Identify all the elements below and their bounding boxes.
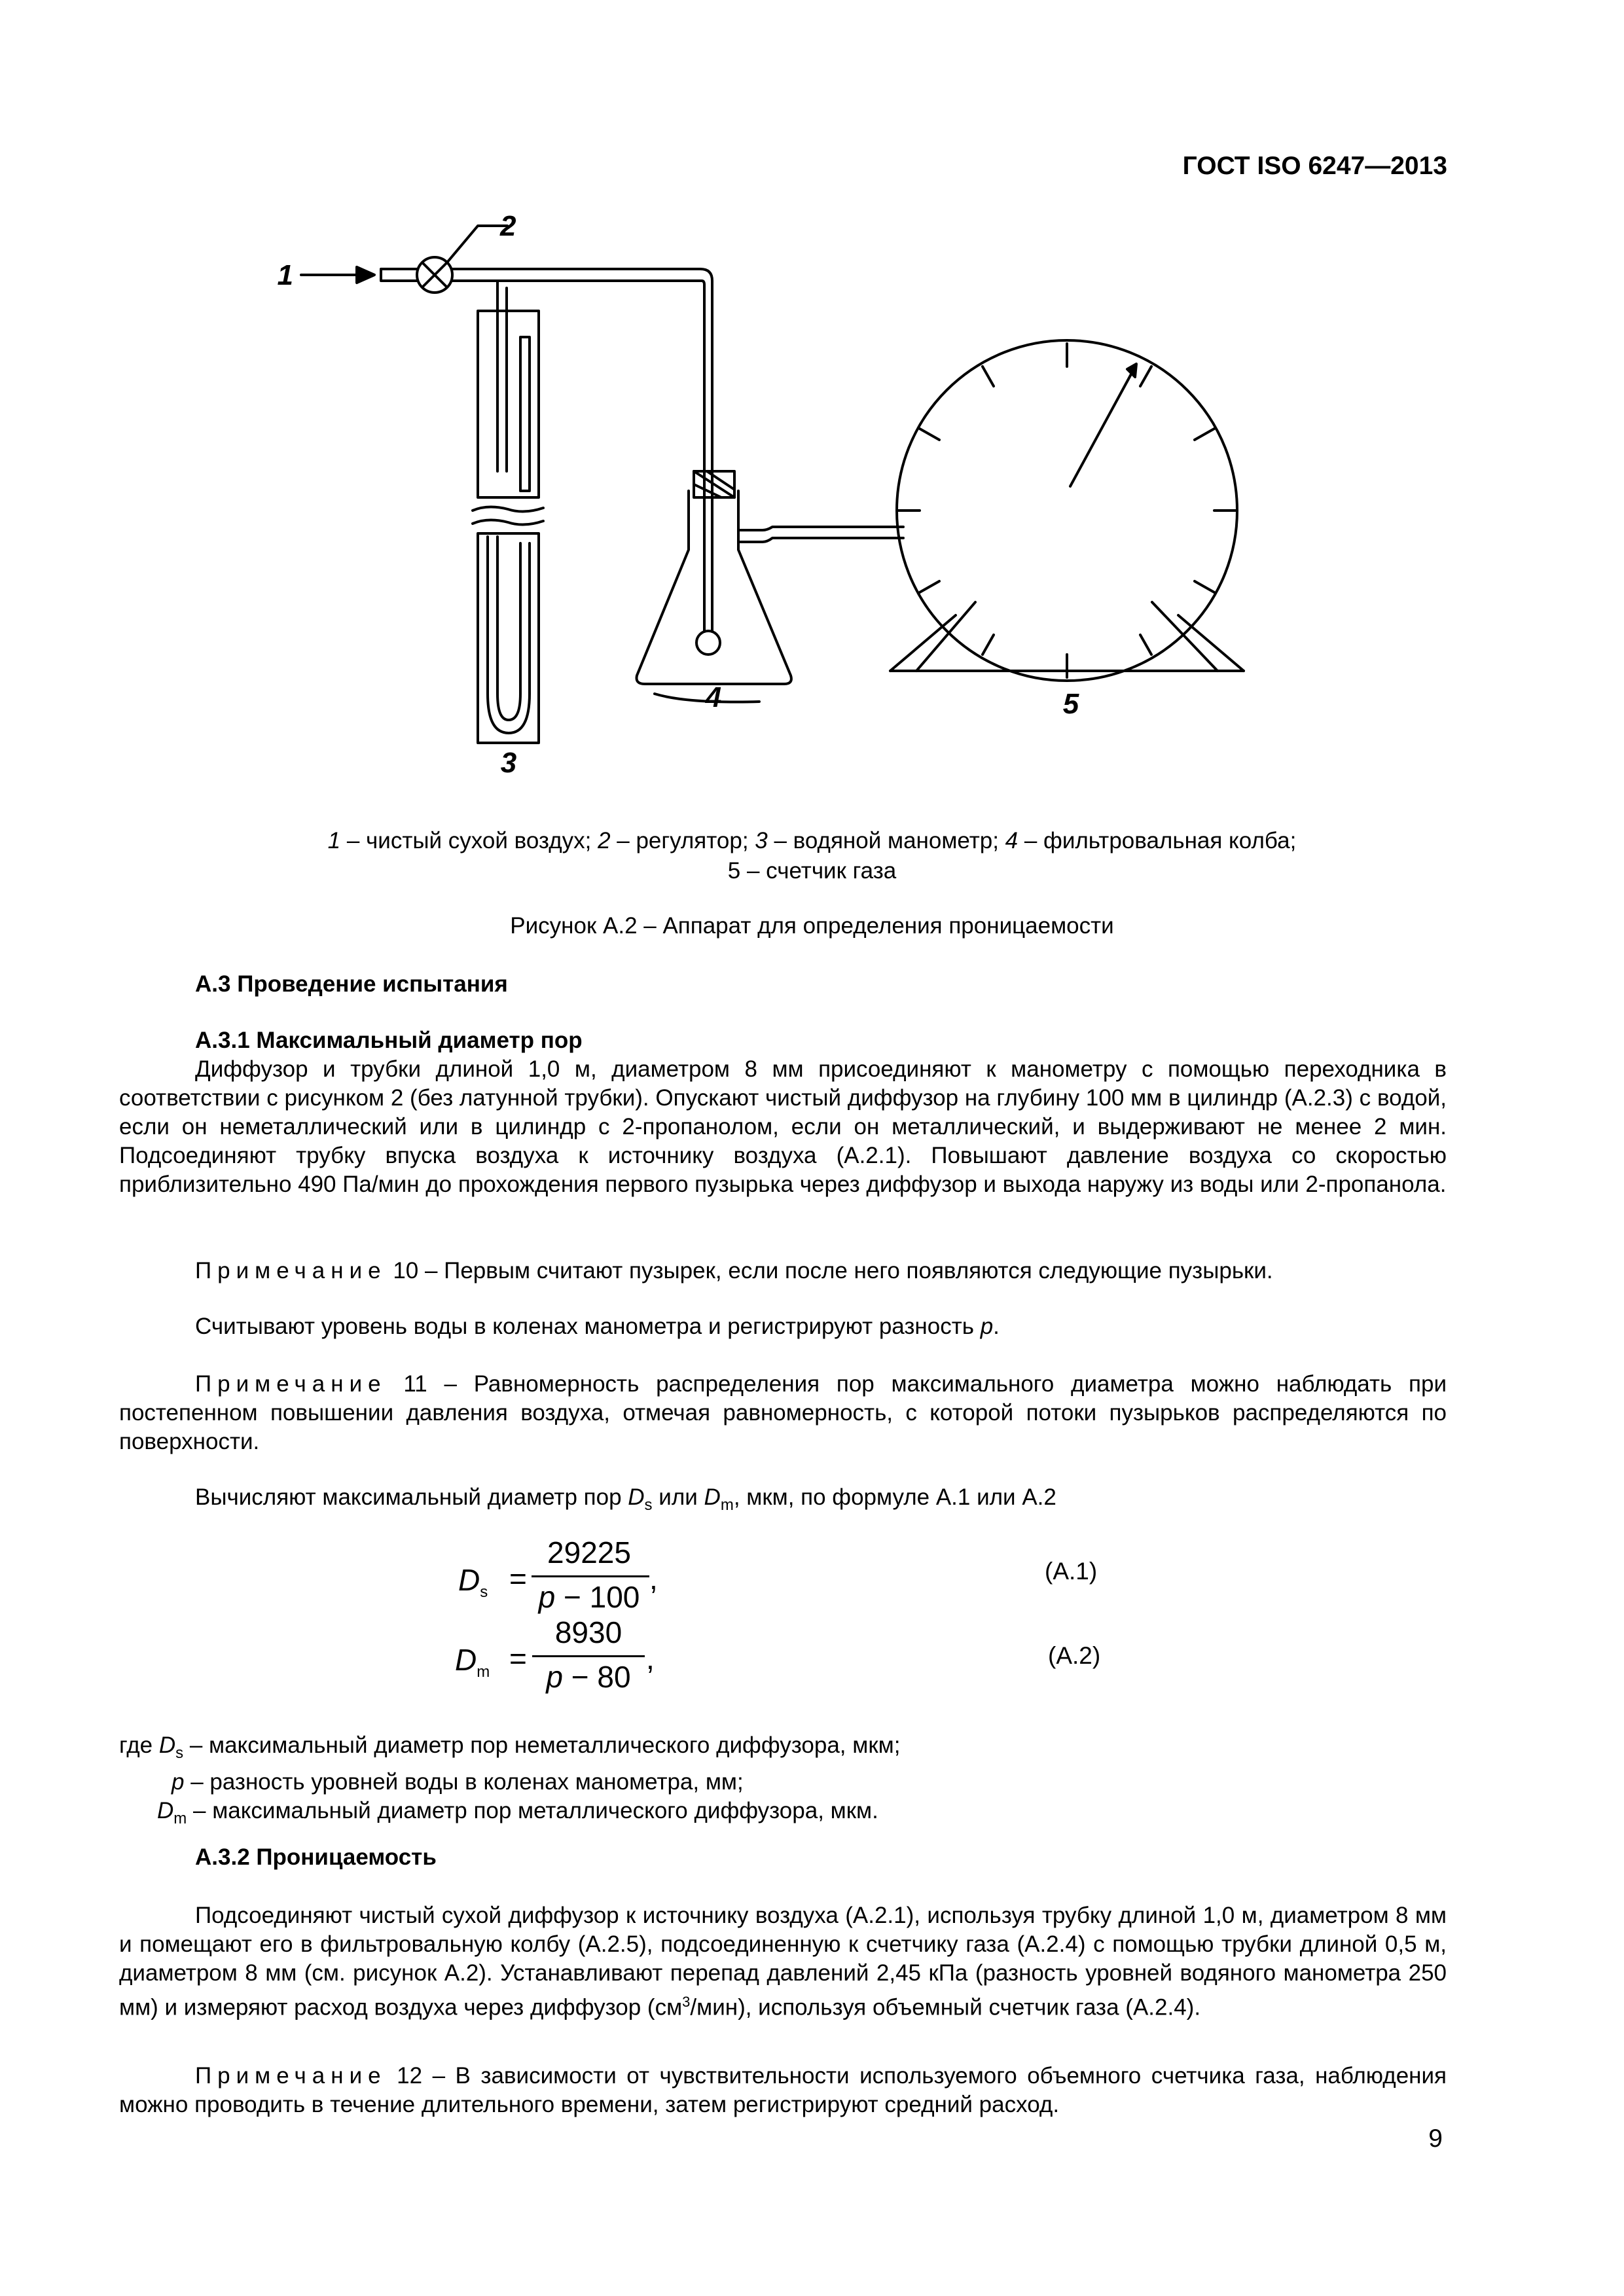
section-a31-title: А.3.1 Максимальный диаметр пор <box>195 1028 583 1053</box>
note-12: Примечание 12 – В зависимости от чувствительности используемого объемного счетчика газа, наблюдения можно проводить в течение длительного времени, затем регистрируют средний расход. <box>119 2063 1447 2117</box>
note-10: Примечание 10 – Первым считают пузырек, если после него появляются следующие пузырьки. <box>195 1258 1273 1283</box>
document-id: ГОСТ ISO 6247—2013 <box>1182 152 1447 180</box>
label-5: 5 <box>1062 688 1079 720</box>
a31-paragraph-3: Вычисляют максимальный диаметр пор $D_s$ или $D_m$, мкм, по формуле А.1 или А.2 <box>195 1484 1056 1514</box>
label-4: 4 <box>705 681 722 713</box>
formula-a2: $D_m$ = 8930 p − 80 , (А.2) <box>455 1615 1101 1694</box>
a31-paragraph-1: Диффузор и трубки длиной 1,0 м, диаметром 8 мм присоединяют к манометру с помощью переходника в соответствии с рисунком 2 (без латунной трубки). Опускают чистый диффузор на глубину 100 мм в цилиндр (А.2.3) с водой, если он неметаллический или в цилиндр с 2-пропанолом, если он металлический, и выдерживают не менее 2 мин. Подсоединяют трубку впуска воздуха к источнику воздуха (А.2.1). Повышают давление воздуха со скоростью приблизительно 490 Па/мин до прохождения первого пузырька через диффузор и выхода наружу из воды или 2-пропанола. <box>119 1056 1447 1197</box>
formula-a1-number: (А.1) <box>1045 1558 1098 1585</box>
where-block: где $D_s$ – максимальный диаметр пор неметаллического диффузора, мкм; p – разность уровней воды в коленах манометра, мм; $D_m$ – максимальный диаметр пор металлического диффузора, мкм. <box>119 1732 901 1827</box>
figure-caption: Рисунок А.2 – Аппарат для определения проницаемости <box>510 913 1114 939</box>
formula-a2-number: (А.2) <box>1048 1642 1101 1669</box>
label-2: 2 <box>500 210 516 242</box>
a31-paragraph-2: Считывают уровень воды в коленах манометра и регистрируют разность p. <box>195 1314 1000 1339</box>
apparatus-figure <box>262 196 1283 805</box>
a32-paragraph-1: Подсоединяют чистый сухой диффузор к источнику воздуха (А.2.1), используя трубку длиной 1,0 м, диаметром 8 мм и помещают его в фильтровальную колбу (А.2.5), подсоединенную к счетчику газа (А.2.4) с помощью трубки длиной 0,5 м, диаметром 8 мм (см. рисунок А.2). Устанавливают перепад давлений 2,45 кПа (разность уровней водяного манометра 250 мм) и измеряют расход воздуха через диффузор $(см^3/мин)$, используя объемный счетчик газа (А.2.4). <box>119 1903 1447 2020</box>
section-a32-title: А.3.2 Проницаемость <box>195 1844 437 1870</box>
section-a3-title: А.3 Проведение испытания <box>195 971 508 997</box>
page-number: 9 <box>1428 2125 1443 2153</box>
label-3: 3 <box>500 747 517 779</box>
note-11: Примечание 11 – Равномерность распределения пор максимального диаметра можно наблюдать при постепенном повышении давления воздуха, отмечая равномерность, с которой потоки пузырьков распределяются по поверхности. <box>119 1371 1447 1454</box>
label-1: 1 <box>277 259 293 291</box>
formula-a1: $D_s$ = 29225 p − 100 , (А.1) <box>458 1535 1098 1614</box>
figure-legend: 1 – чистый сухой воздух; 2 – регулятор; 3 – водяной манометр; 4 – фильтровальная колба; 5 – счетчик газа <box>327 828 1297 884</box>
